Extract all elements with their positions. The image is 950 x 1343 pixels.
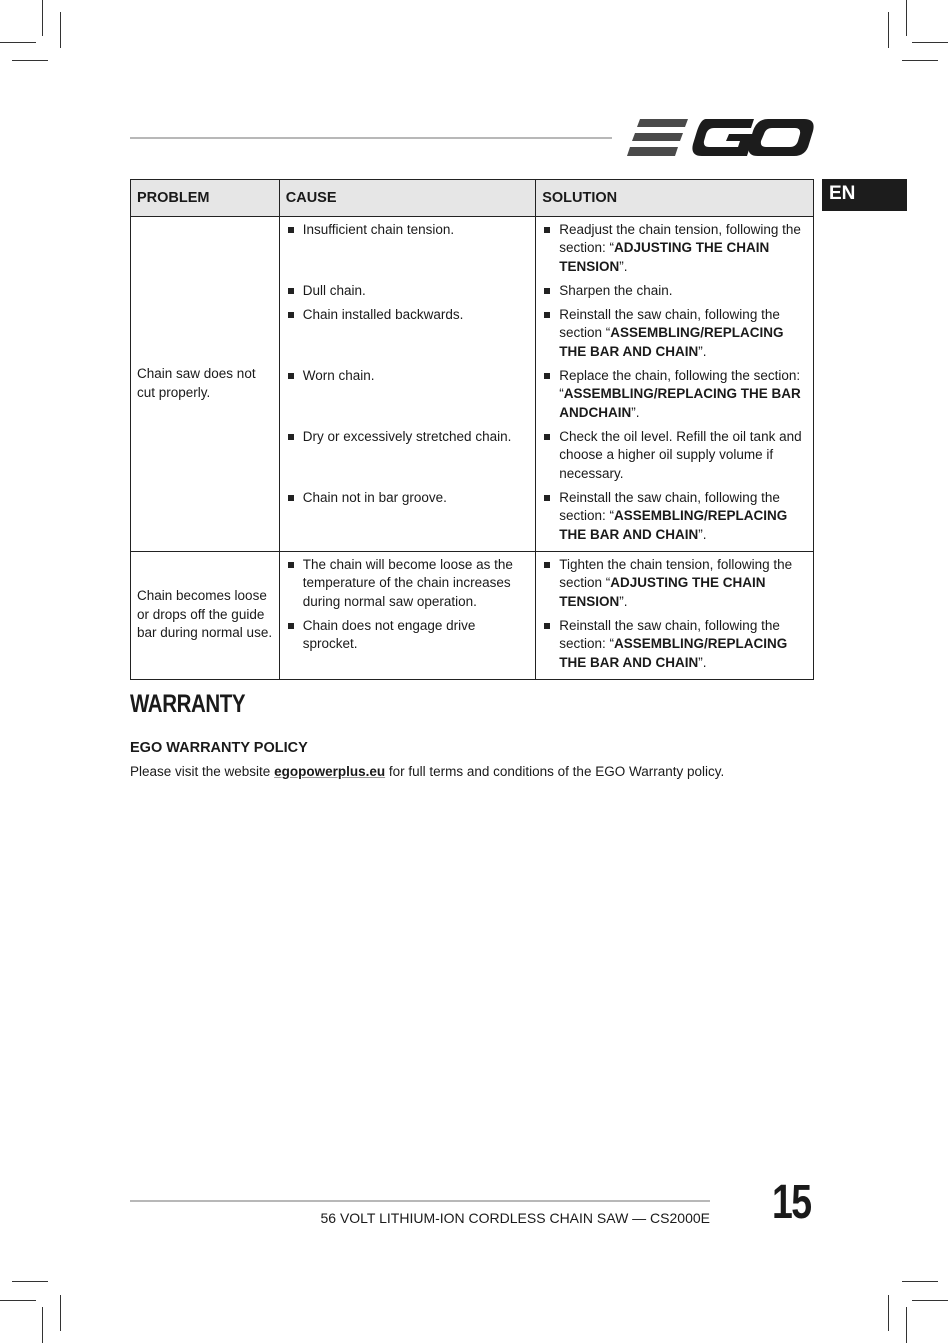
solution-item — [544, 221, 807, 282]
crop-mark — [888, 1295, 889, 1331]
cause-item: Dull chain. — [288, 282, 529, 306]
solution-reference: ASSEMBLING/REPLACING THE BAR AND CHAIN — [559, 636, 788, 670]
crop-mark — [0, 42, 36, 43]
solution-item — [544, 367, 807, 428]
crop-mark — [902, 60, 938, 61]
solution-reference: ASSEMBLING/REPLACING THE BAR AND CHAIN — [559, 325, 784, 359]
solution-text: Replace the chain, following the section: “ — [559, 367, 801, 401]
crop-mark — [60, 12, 61, 48]
header-problem: PROBLEM — [131, 180, 280, 217]
cause-cell — [279, 216, 535, 551]
policy-text-after: for full terms and conditions of the EGO Warranty policy. — [385, 764, 725, 779]
page-number: 15 — [772, 1176, 811, 1229]
cause-item: Insufficient chain tension. — [288, 221, 529, 282]
solution-text: Reinstall the saw chain, following the section: “ — [559, 489, 780, 523]
warranty-heading: WARRANTY — [130, 690, 246, 718]
warranty-policy-heading: EGO WARRANTY POLICY — [130, 740, 308, 756]
crop-mark — [12, 60, 48, 61]
table-row — [131, 216, 814, 551]
crop-mark — [12, 1281, 48, 1282]
solution-reference: ASSEMBLING/REPLACING THE BAR ANDCHAIN — [559, 386, 801, 420]
cause-cell — [279, 551, 535, 679]
solution-item — [544, 489, 807, 545]
problem-cell: Chain becomes loose or drops off the guide bar during normal use. — [131, 551, 280, 679]
solution-text-end: ”. — [698, 526, 707, 542]
cause-item: Chain does not engage drive sprocket. — [288, 617, 529, 673]
crop-mark — [906, 0, 907, 36]
solution-reference: ASSEMBLING/REPLACING THE BAR AND CHAIN — [559, 508, 788, 542]
solution-item — [544, 556, 807, 617]
solution-text-end: ”. — [698, 343, 707, 359]
cause-item: Chain installed backwards. — [288, 306, 529, 367]
footer-rule — [130, 1200, 710, 1202]
cause-item: Worn chain. — [288, 367, 529, 428]
table-header-row — [131, 180, 814, 217]
solution-text: Sharpen the chain. — [559, 282, 673, 298]
solution-cell — [536, 216, 814, 551]
crop-mark — [60, 1295, 61, 1331]
header-solution: SOLUTION — [536, 180, 814, 217]
table-row — [131, 551, 814, 679]
language-tab: EN — [822, 179, 907, 211]
crop-mark — [0, 1300, 36, 1301]
problem-cell: Chain saw does not cut properly. — [131, 216, 280, 551]
solution-text: Tighten the chain tension, following the section “ — [559, 556, 793, 590]
ego-logo — [626, 116, 814, 160]
cause-item: Dry or excessively stretched chain. — [288, 428, 529, 489]
solution-text-end: ”. — [631, 404, 640, 420]
solution-item — [544, 428, 807, 489]
solution-reference: ADJUSTING THE CHAIN TENSION — [559, 240, 770, 274]
crop-mark — [42, 1307, 43, 1343]
header-rule — [130, 137, 612, 139]
solution-text: Readjust the chain tension, following the section: “ — [559, 221, 801, 255]
solution-item — [544, 617, 807, 673]
solution-cell — [536, 551, 814, 679]
crop-mark — [912, 1300, 948, 1301]
header-cause: CAUSE — [279, 180, 535, 217]
cause-item: The chain will become loose as the temperature of the chain increases during normal saw operation. — [288, 556, 529, 617]
solution-text: Reinstall the saw chain, following the section: “ — [559, 617, 780, 651]
solution-text: Reinstall the saw chain, following the section “ — [559, 306, 780, 340]
solution-text: Check the oil level. Refill the oil tank and choose a higher oil supply volume if necessary. — [559, 428, 802, 481]
crop-mark — [888, 12, 889, 48]
solution-reference: ADJUSTING THE CHAIN TENSION — [559, 575, 766, 609]
troubleshooting-table — [130, 179, 814, 680]
solution-item — [544, 306, 807, 367]
solution-text-end: ”. — [698, 654, 707, 670]
solution-text-end: ”. — [619, 593, 628, 609]
footer-product-title: 56 VOLT LITHIUM-ION CORDLESS CHAIN SAW — CS2000E — [320, 1210, 710, 1226]
cause-item: Chain not in bar groove. — [288, 489, 529, 545]
crop-mark — [912, 42, 948, 43]
policy-text-before: Please visit the website — [130, 764, 275, 779]
crop-mark — [906, 1307, 907, 1343]
crop-mark — [42, 0, 43, 36]
crop-mark — [902, 1281, 938, 1282]
solution-item — [544, 282, 807, 306]
website-link[interactable]: egopowerplus.eu — [274, 764, 386, 779]
solution-text-end: ”. — [619, 258, 628, 274]
warranty-policy-text — [130, 764, 724, 779]
